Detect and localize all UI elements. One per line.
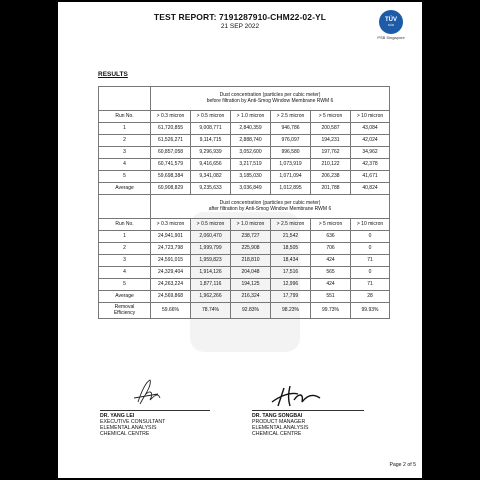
table-cell: 24,329,404 — [151, 267, 191, 279]
table-cell: 424 — [311, 279, 351, 291]
table-cell: 996,580 — [271, 147, 311, 159]
table-cell: 1,012,895 — [271, 183, 311, 195]
table-cell: 60,857,058 — [151, 147, 191, 159]
table-row — [99, 255, 390, 267]
column-header: > 0.3 micron — [151, 111, 191, 123]
table-row — [99, 267, 390, 279]
signatory-title: PRODUCT MANAGER — [252, 419, 306, 425]
efficiency-value: 99.73% — [311, 303, 351, 319]
table-cell: 24,569,868 — [151, 291, 191, 303]
table-cell: 12,996 — [271, 279, 311, 291]
table-cell: 59,698,384 — [151, 171, 191, 183]
table-cell: 24,723,798 — [151, 243, 191, 255]
results-heading: RESULTS — [98, 71, 128, 78]
signature-area — [98, 376, 398, 456]
table-row — [99, 291, 390, 303]
table-cell: 1,962,266 — [191, 291, 231, 303]
table-cell: 238,727 — [231, 231, 271, 243]
column-header: > 2.5 micron — [271, 111, 311, 123]
table-cell: 40,824 — [351, 183, 390, 195]
table-cell: 946,786 — [271, 123, 311, 135]
column-header: > 0.5 micron — [191, 111, 231, 123]
table-cell: 1 — [99, 231, 151, 243]
table-cell: 5 — [99, 171, 151, 183]
table-cell: 9,235,633 — [191, 183, 231, 195]
table-cell: 60,908,829 — [151, 183, 191, 195]
table-cell: 4 — [99, 159, 151, 171]
column-header: > 10 micron — [351, 111, 390, 123]
table-row — [99, 183, 390, 195]
table-cell: 976,097 — [271, 135, 311, 147]
table-cell: 1,877,116 — [191, 279, 231, 291]
table-cell: 1,959,823 — [191, 255, 231, 267]
removal-efficiency-row — [99, 303, 390, 319]
logo-caption: PSB Singapore — [377, 35, 405, 40]
signature-line — [252, 410, 364, 411]
table-cell: 18,434 — [271, 255, 311, 267]
efficiency-value: 92.83% — [231, 303, 271, 319]
column-header: > 5 micron — [311, 219, 351, 231]
table-cell: 17,799 — [271, 291, 311, 303]
table-cell: 60,741,579 — [151, 159, 191, 171]
column-header: > 2.5 micron — [271, 219, 311, 231]
efficiency-value: 59.66% — [151, 303, 191, 319]
table-cell: 2 — [99, 243, 151, 255]
table-cell: 1,071,094 — [271, 171, 311, 183]
table-cell: 2 — [99, 135, 151, 147]
signatory-name: DR. YANG LEI — [100, 413, 135, 419]
caption-line: Dust concentration (particles per cubic meter) — [219, 91, 321, 98]
table-cell: 3,036,849 — [231, 183, 271, 195]
column-header: > 0.3 micron — [151, 219, 191, 231]
table-cell: 61,526,271 — [151, 135, 191, 147]
table-cell: Average — [99, 183, 151, 195]
signatory-title: EXECUTIVE CONSULTANT — [100, 419, 166, 425]
table-cell: Average — [99, 291, 151, 303]
table-row — [99, 231, 390, 243]
signature-line — [100, 410, 210, 411]
table-cell: 42,024 — [351, 135, 390, 147]
table-cell: 0 — [351, 267, 390, 279]
caption-line: after filtration by Anti-Smog Window Membrane RWM 6 — [208, 205, 332, 212]
table-row — [99, 243, 390, 255]
table-cell: 636 — [311, 231, 351, 243]
table-cell: 4 — [99, 267, 151, 279]
table-cell: 2,840,359 — [231, 123, 271, 135]
efficiency-value: 99.93% — [351, 303, 390, 319]
table-row — [99, 135, 390, 147]
table-cell: 43,084 — [351, 123, 390, 135]
table-cell: 42,378 — [351, 159, 390, 171]
caption-line: Efficiency — [113, 309, 136, 316]
table-cell: 9,296,939 — [191, 147, 231, 159]
table-cell: 197,762 — [311, 147, 351, 159]
table-cell: 9,416,656 — [191, 159, 231, 171]
table-cell: 21,542 — [271, 231, 311, 243]
table-cell: 3 — [99, 147, 151, 159]
efficiency-value: 98.23% — [271, 303, 311, 319]
efficiency-value: 78.74% — [191, 303, 231, 319]
tuv-logo — [368, 10, 414, 40]
table-cell: 3,052,600 — [231, 147, 271, 159]
column-header-row — [99, 219, 390, 231]
report-page — [58, 2, 422, 478]
table-cell: 24,263,224 — [151, 279, 191, 291]
table-row — [99, 279, 390, 291]
table-cell: 1 — [99, 123, 151, 135]
table-cell: 17,516 — [271, 267, 311, 279]
table-cell: 9,341,082 — [191, 171, 231, 183]
table-caption-row — [99, 87, 390, 111]
caption-line: Removal — [114, 303, 135, 310]
table-cell: 71 — [351, 255, 390, 267]
results-table — [98, 86, 390, 319]
empty-cell — [99, 87, 151, 111]
signatory-name: DR. TANG SONGBAI — [252, 413, 303, 419]
empty-cell — [99, 195, 151, 219]
table-row — [99, 159, 390, 171]
table-cell: 225,908 — [231, 243, 271, 255]
column-header: > 1.0 micron — [231, 219, 271, 231]
caption-line: Dust concentration (particles per cubic meter) — [219, 199, 321, 206]
table-cell: 0 — [351, 231, 390, 243]
signatory-1 — [100, 413, 165, 437]
table-cell: 210,122 — [311, 159, 351, 171]
table-cell: 71 — [351, 279, 390, 291]
table-cell: 2,888,740 — [231, 135, 271, 147]
table-caption — [151, 195, 390, 219]
column-header: > 0.5 micron — [191, 219, 231, 231]
caption-line: before filtration by Anti-Smog Window Membrane RWM 6 — [206, 97, 334, 104]
table-cell: 194,125 — [231, 279, 271, 291]
table-cell: 218,810 — [231, 255, 271, 267]
signatory-dept: ELEMENTAL ANALYSIS — [100, 425, 157, 431]
table-cell: 18,505 — [271, 243, 311, 255]
column-header: > 10 micron — [351, 219, 390, 231]
table-row — [99, 171, 390, 183]
signatory-dept: ELEMENTAL ANALYSIS — [252, 425, 309, 431]
table-cell: 2,060,470 — [191, 231, 231, 243]
table-cell: 3,185,030 — [231, 171, 271, 183]
report-date: 21 SEP 2022 — [220, 23, 260, 30]
table-row — [99, 147, 390, 159]
table-cell: 1,073,919 — [271, 159, 311, 171]
table-cell: 3 — [99, 255, 151, 267]
signature-yang-lei — [128, 376, 168, 408]
table-cell: 34,962 — [351, 147, 390, 159]
column-header: Run No. — [99, 219, 151, 231]
table-cell: 9,114,715 — [191, 135, 231, 147]
signatory-centre: CHEMICAL CENTRE — [252, 431, 302, 437]
table-cell: 5 — [99, 279, 151, 291]
table-cell: 24,941,901 — [151, 231, 191, 243]
table-cell: 424 — [311, 255, 351, 267]
table-cell: 204,048 — [231, 267, 271, 279]
signatory-centre: CHEMICAL CENTRE — [100, 431, 150, 437]
table-cell: 61,720,855 — [151, 123, 191, 135]
signatory-2 — [252, 413, 308, 437]
table-cell: 206,238 — [311, 171, 351, 183]
table-cell: 1,999,799 — [191, 243, 231, 255]
table-cell: 28 — [351, 291, 390, 303]
table-cell: 9,008,771 — [191, 123, 231, 135]
table-cell: 3,217,519 — [231, 159, 271, 171]
column-header: Run No. — [99, 111, 151, 123]
table-cell: 706 — [311, 243, 351, 255]
table-cell: 565 — [311, 267, 351, 279]
table-caption — [151, 87, 390, 111]
table-cell: 1,914,126 — [191, 267, 231, 279]
table-cell: 24,591,015 — [151, 255, 191, 267]
report-title: TEST REPORT: 7191287910-CHM22-02-YL — [153, 12, 327, 22]
column-header-row — [99, 111, 390, 123]
table-cell: 551 — [311, 291, 351, 303]
table-cell: 200,587 — [311, 123, 351, 135]
table-cell: 41,671 — [351, 171, 390, 183]
table-cell: 201,788 — [311, 183, 351, 195]
signature-tang-songbai — [268, 380, 328, 410]
column-header: > 5 micron — [311, 111, 351, 123]
table-cell: 0 — [351, 243, 390, 255]
table-cell: 194,231 — [311, 135, 351, 147]
column-header: > 1.0 micron — [231, 111, 271, 123]
table-cell: 216,324 — [231, 291, 271, 303]
page-number: Page 2 of 5 — [389, 462, 416, 468]
efficiency-label — [99, 303, 151, 319]
table-caption-row — [99, 195, 390, 219]
tuv-logo-icon: TÜV SÜD — [379, 10, 403, 34]
table-row — [99, 123, 390, 135]
